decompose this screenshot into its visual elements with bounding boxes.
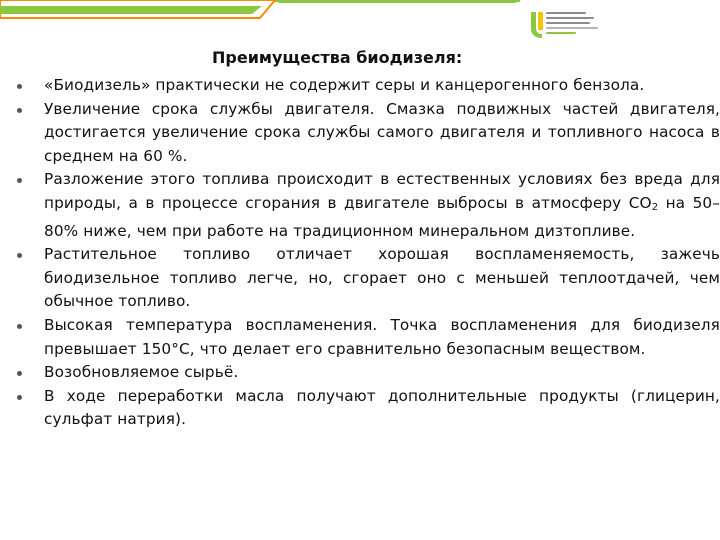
bullet-item-flammability — [44, 243, 720, 314]
bullet-item-decomposition — [44, 168, 720, 243]
university-logo-icon — [530, 10, 544, 40]
bullet-text-before: Разложение этого топлива происходит в естественных условиях без вреда для природы, а в процессе сгорания в двигателе выбросы в атмосферу СО — [44, 170, 720, 212]
bullet-item-renewable — [44, 361, 720, 385]
bullet-text: Растительное топливо отличает хорошая воспламеняемость, зажечь биодизельное топливо легче, но, сгорает оно с меньшей теплоотдачей, чем обычное топливо. — [44, 245, 720, 311]
bullet-item-byproducts — [44, 385, 720, 432]
bullet-dot-icon — [17, 178, 22, 183]
bullet-item-engine-life — [44, 98, 720, 169]
co2-subscript: 2 — [651, 201, 659, 213]
bullet-text: Высокая температура воспламенения. Точка воспламенения для биодизеля превышает 150°С, что делает его сравнительно безопасным веществом. — [44, 315, 720, 358]
header-decoration — [0, 0, 520, 22]
bullet-dot-icon — [17, 371, 22, 376]
bullet-dot-icon — [17, 324, 22, 329]
bullet-dot-icon — [17, 395, 22, 400]
bullet-text: В ходе переработки масла получают дополнительные продукты (глицерин, сульфат натрия). — [44, 386, 720, 429]
bullet-item-flash-point — [44, 314, 720, 361]
slide-title: Преимущества биодизеля: — [212, 48, 463, 67]
bullet-text-after: на 50–80% ниже, чем при работе на традиционном минеральном дизтопливе. — [44, 193, 720, 240]
bullet-text: Увеличение срока службы двигателя. Смазка подвижных частей двигателя, достигается увеличение срока службы самого двигателя и топливного насоса в среднем на 60 %. — [44, 99, 720, 165]
bullet-text: «Биодизель» практически не содержит серы и канцерогенного бензола. — [44, 76, 645, 94]
bullet-dot-icon — [17, 108, 22, 113]
university-logo — [530, 8, 602, 48]
header-thin-stripe — [278, 0, 520, 3]
bullet-dot-icon — [17, 253, 22, 258]
bullet-text: Возобновляемое сырьё. — [44, 363, 239, 382]
logo-text-lines — [546, 12, 600, 37]
header-green-stripe — [0, 6, 262, 14]
bullet-dot-icon — [17, 84, 22, 89]
bullet-list — [44, 74, 720, 432]
bullet-item-sulfur — [44, 74, 720, 98]
